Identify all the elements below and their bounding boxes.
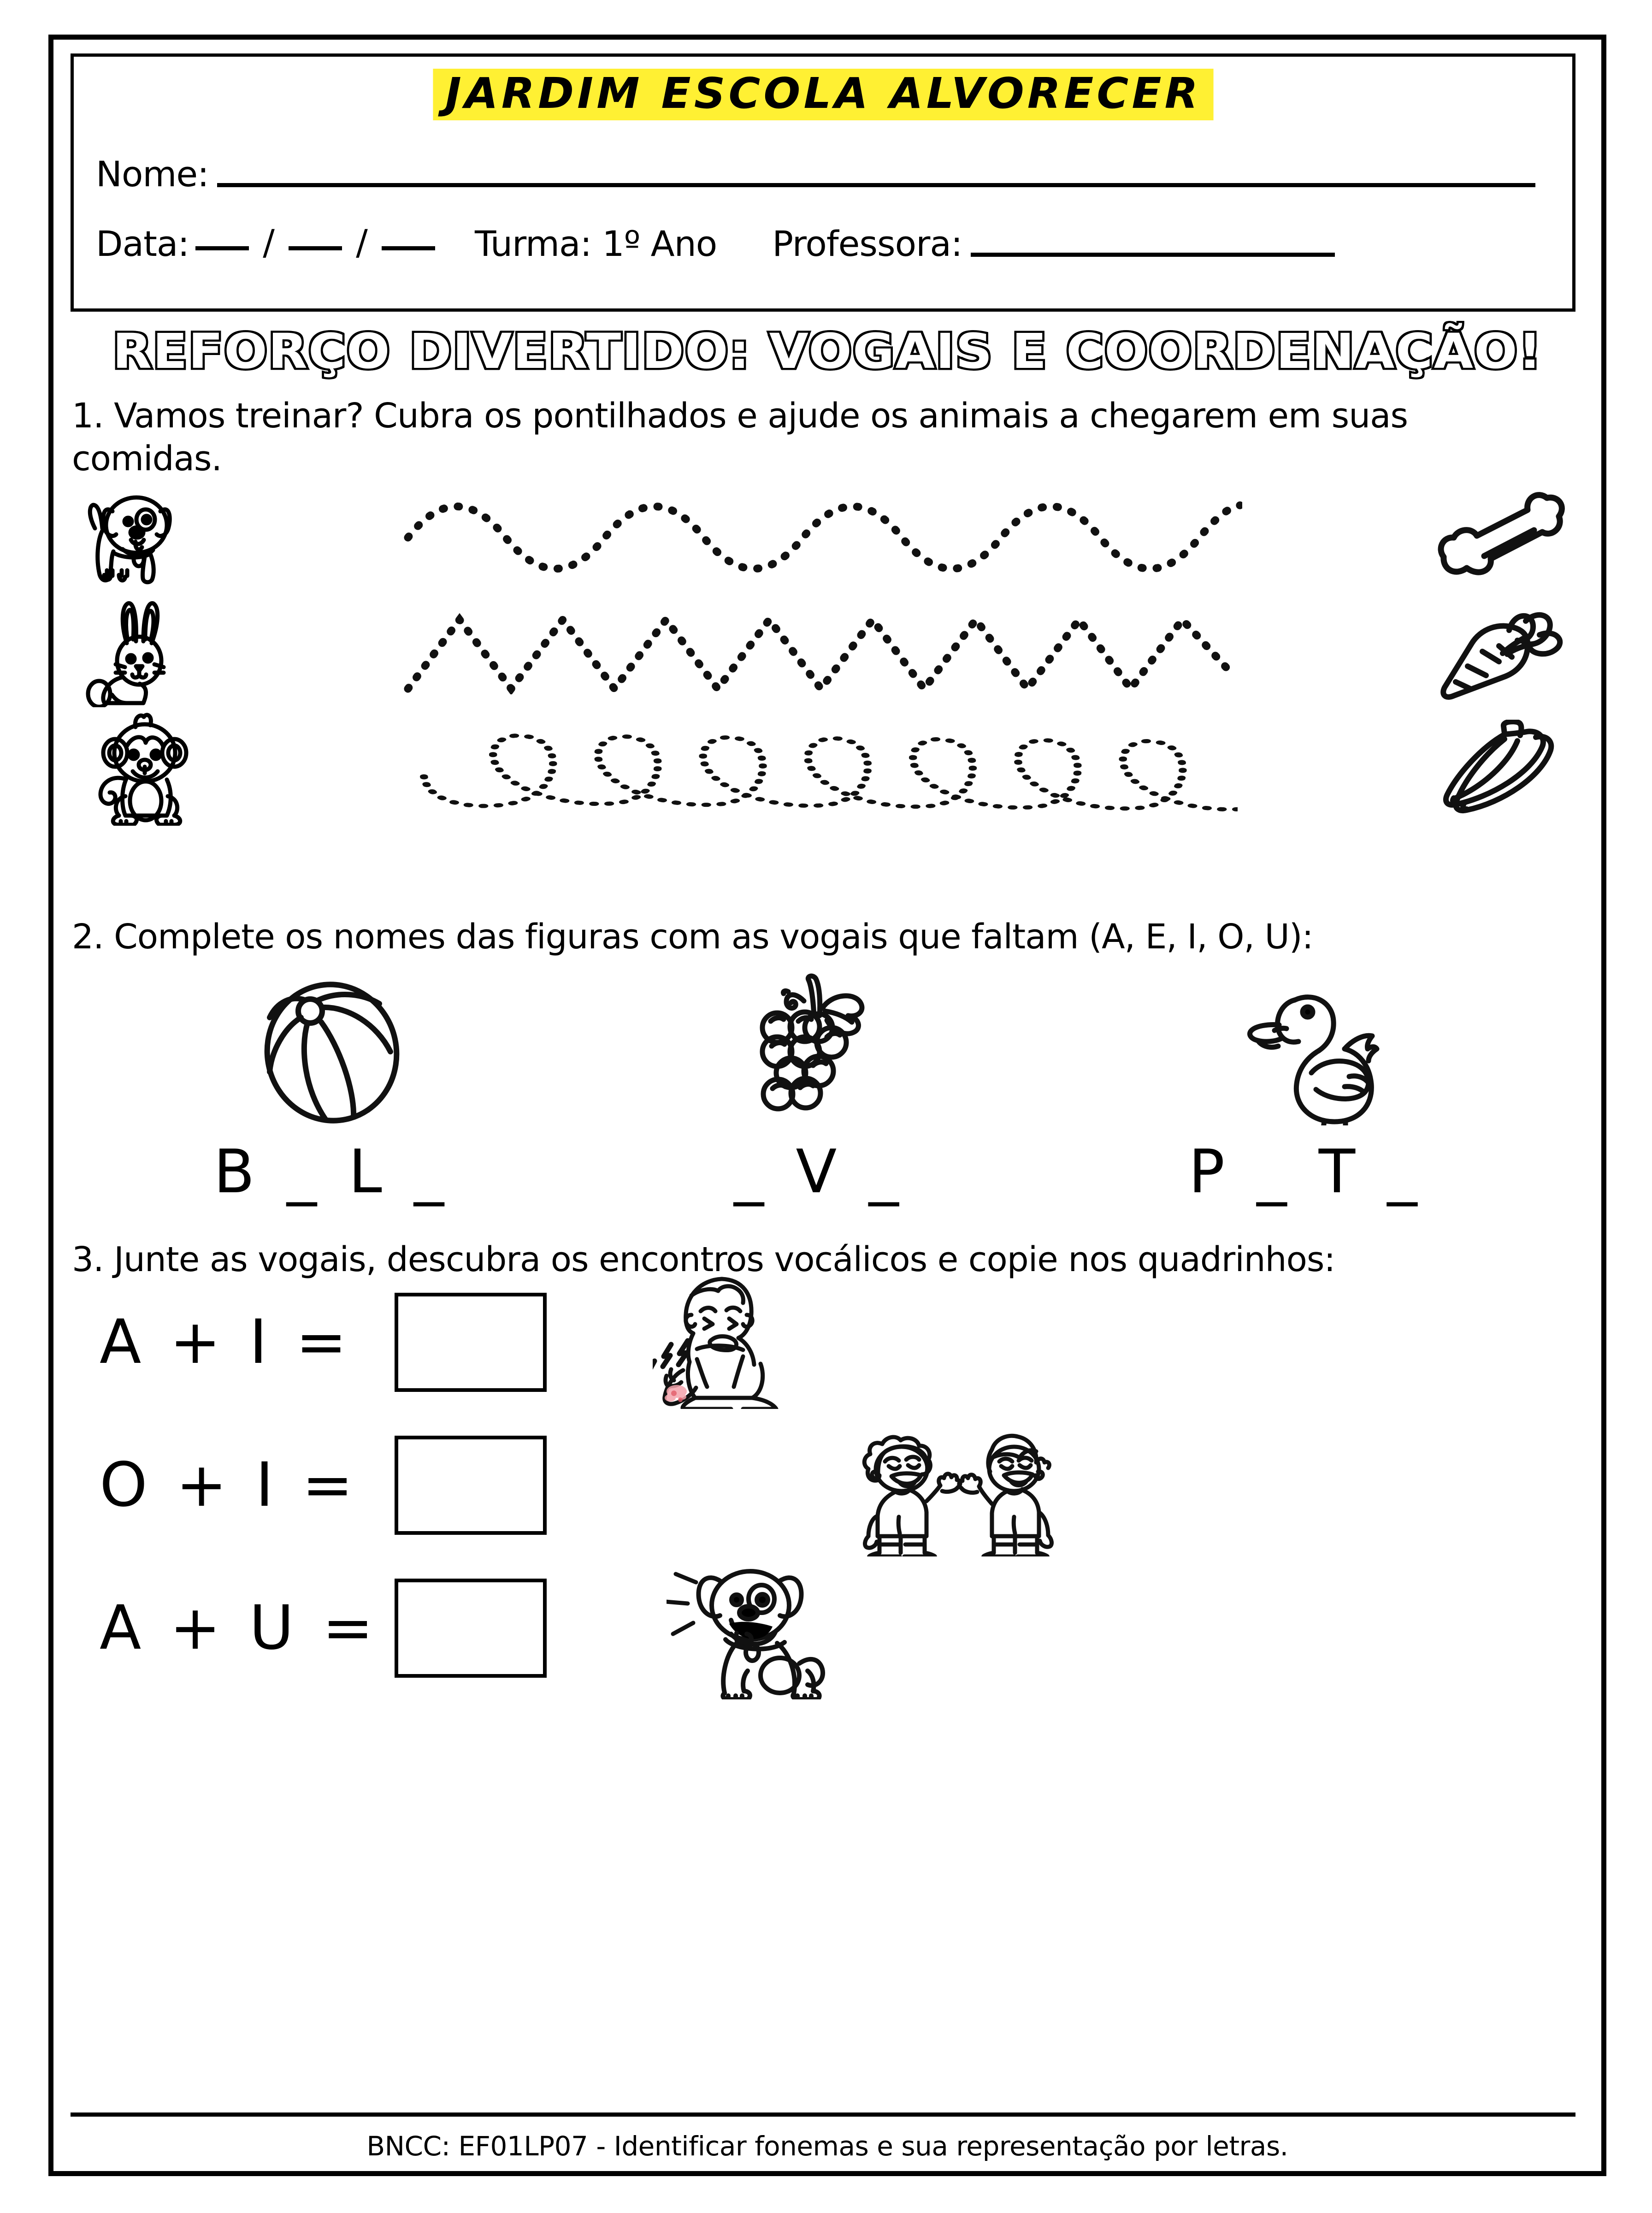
- equation-row: [100, 1427, 547, 1543]
- name-label: Nome:: [96, 154, 209, 195]
- figures-row: [72, 973, 1565, 1207]
- equation-answer-box-1[interactable]: [395, 1293, 547, 1392]
- date-separator-2: /: [356, 222, 368, 263]
- equation-answer-box-3[interactable]: [395, 1579, 547, 1678]
- beach-ball-icon: [256, 973, 408, 1125]
- bncc-footer-text: BNCC: EF01LP07 - Identificar fonemas e sua representação por letras.: [366, 2130, 1288, 2162]
- banner-title: REFORÇO DIVERTIDO: VOGAIS E COORDENAÇÃO!: [112, 323, 1543, 379]
- date-month-slot[interactable]: [289, 246, 342, 250]
- figure-word-ball: B _ L _: [213, 1136, 451, 1207]
- figure-item-duck: [1189, 973, 1424, 1207]
- date-separator-1: /: [263, 222, 275, 263]
- equation-answer-box-2[interactable]: [395, 1436, 547, 1535]
- date-label: Data:: [96, 223, 189, 264]
- equation-text-3: A + U =: [100, 1592, 378, 1663]
- tracing-row: [53, 595, 1601, 710]
- name-input-line[interactable]: [217, 183, 1535, 187]
- class-label: Turma: 1º Ano: [474, 223, 717, 264]
- date-class-teacher-row: [96, 216, 1335, 264]
- tracing-row: [53, 480, 1601, 595]
- bone-icon: [1408, 491, 1601, 584]
- figure-word-duck: P _ T _: [1188, 1136, 1424, 1207]
- banner-title-container: [53, 323, 1601, 379]
- tracing-exercise: [53, 480, 1601, 826]
- equation-row: [100, 1570, 547, 1686]
- name-field-row: [96, 154, 1535, 195]
- question-3-text: 3. Junte as vogais, descubra os encontros vocálicos e copie nos quadrinhos:: [72, 1240, 1335, 1279]
- school-title: JARDIM ESCOLA ALVORECER: [433, 69, 1213, 120]
- carrot-icon: [1408, 600, 1601, 706]
- duck-icon: [1230, 973, 1382, 1125]
- figure-item-grapes: [734, 973, 905, 1207]
- school-title-container: [74, 69, 1572, 120]
- date-input-slots[interactable]: [195, 216, 435, 263]
- monkey-icon: [53, 710, 238, 826]
- equation-text-2: O + I =: [100, 1450, 358, 1521]
- grapes-icon: [746, 973, 893, 1125]
- teacher-label: Professora:: [772, 223, 962, 264]
- banana-icon: [1408, 720, 1601, 817]
- footer-divider: [71, 2112, 1575, 2117]
- loop-trace-path: [238, 722, 1408, 814]
- barking-dog-icon: [667, 1561, 842, 1702]
- figure-item-ball: [214, 973, 451, 1207]
- question-1-text: 1. Vamos treinar? Cubra os pontilhados e ajude os animais a chegarem em suas comidas.: [72, 396, 1408, 479]
- student-header-box: [71, 53, 1575, 312]
- teacher-input-line[interactable]: [971, 253, 1335, 257]
- waving-boys-icon: [856, 1418, 1068, 1559]
- equations-area: [72, 1280, 1565, 1722]
- worksheet-page: [48, 35, 1606, 2176]
- dog-icon: [53, 485, 238, 591]
- tracing-row: [53, 710, 1601, 826]
- rabbit-icon: [53, 599, 238, 707]
- date-day-slot[interactable]: [195, 246, 249, 250]
- zigzag-trace-path: [238, 611, 1408, 694]
- hurt-boy-icon: [653, 1271, 837, 1411]
- question-2-text: 2. Complete os nomes das figuras com as vogais que faltam (A, E, I, O, U):: [72, 917, 1313, 957]
- date-year-slot[interactable]: [382, 246, 435, 250]
- wave-trace-path: [238, 501, 1408, 574]
- figure-word-grapes: _ V _: [734, 1136, 905, 1207]
- equation-row: [100, 1284, 547, 1400]
- equation-text-1: A + I =: [100, 1307, 352, 1378]
